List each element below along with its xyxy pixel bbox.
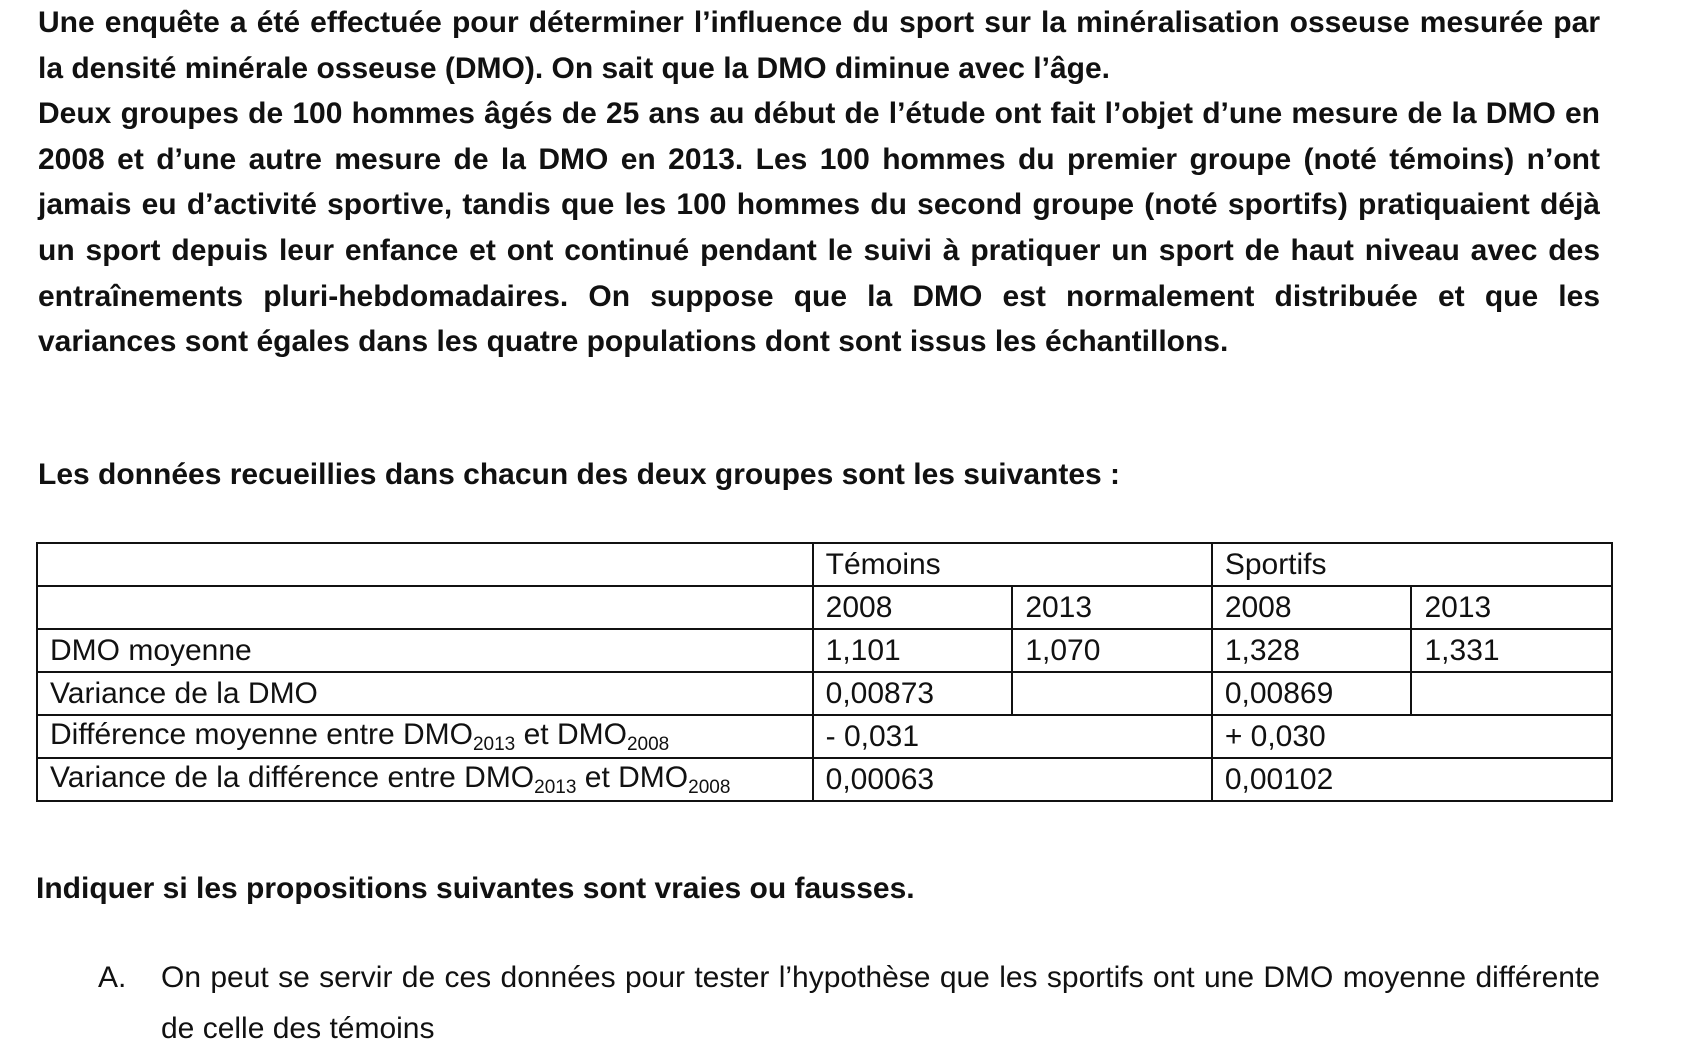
table-row-difference	[37, 715, 1612, 758]
cell-temoins-2013-empty	[1012, 672, 1212, 715]
intro-paragraph-1: Une enquête a été effectuée pour déterminer l’influence du sport sur la minéralisation osseuse mesurée par la densité minérale osseuse (DMO). On sait que la DMO diminue avec l’âge.	[38, 6, 1600, 85]
subscript-2013: 2013	[534, 776, 577, 798]
table-row-variance-difference	[37, 758, 1612, 801]
row-label-prefix: Variance de la différence entre DMO	[50, 760, 535, 794]
table-lead-text: Les données recueillies dans chacun des deux groupes sont les suivantes :	[38, 458, 1121, 491]
table-row-variance	[37, 672, 1612, 715]
cell-sportifs-2008: 0,00869	[1212, 672, 1412, 715]
cell-sportifs-2008: 1,328	[1212, 629, 1412, 672]
cell-temoins-2008: 1,101	[813, 629, 1013, 672]
cell-sportifs-difference: + 0,030	[1212, 715, 1612, 758]
row-label-middle: et DMO	[515, 717, 627, 751]
header-temoins-2013: 2013	[1012, 586, 1212, 629]
cell-temoins-variance-difference: 0,00063	[813, 758, 1212, 801]
subscript-2013: 2013	[472, 733, 516, 755]
cell-temoins-2008: 0,00873	[813, 672, 1013, 715]
row-label	[37, 715, 813, 758]
instruction-text: Indiquer si les propositions suivantes sont vraies ou fausses.	[36, 872, 915, 905]
table-corner-cell	[37, 543, 813, 586]
row-label-prefix: Différence moyenne entre DMO	[50, 717, 473, 751]
subscript-2008: 2008	[688, 776, 731, 798]
table-header-row-years	[37, 586, 1612, 629]
row-label: DMO moyenne	[37, 629, 813, 672]
table-row-dmo-moyenne	[37, 629, 1612, 672]
proposition-text: On peut se servir de ces données pour tester l’hypothèse que les sportifs ont une DMO moyenne différente de celle des témoins	[161, 961, 1600, 1045]
header-temoins: Témoins	[813, 543, 1212, 586]
intro-paragraph-2: Deux groupes de 100 hommes âgés de 25 ans au début de l’étude ont fait l’objet d’une mesure de la DMO en 2008 et d’une autre mesure de la DMO en 2013. Les 100 hommes du premier groupe (noté témoins) n’ont jamais eu d’activité sportive, tandis que les 100 hommes du second groupe (noté sportifs) pratiquaient déjà un sport depuis leur enfance et ont continué pendant le suivi à pratiquer un sport de haut niveau avec des entraînements pluri-hebdomadaires. On suppose que la DMO est normalement distribuée et que les variances sont égales dans les quatre populations dont sont issus les échantillons.	[38, 97, 1600, 359]
dmo-data-table	[36, 542, 1613, 802]
header-sportifs-2008: 2008	[1212, 586, 1412, 629]
header-sportifs: Sportifs	[1212, 543, 1612, 586]
header-temoins-2008: 2008	[813, 586, 1013, 629]
row-label	[37, 758, 813, 801]
cell-temoins-2013: 1,070	[1012, 629, 1212, 672]
table-corner-cell-2	[37, 586, 813, 629]
intro-text	[38, 0, 1600, 365]
proposition-letter: A.	[98, 961, 127, 994]
row-label-middle: et DMO	[576, 760, 689, 794]
cell-sportifs-variance-difference: 0,00102	[1212, 758, 1612, 801]
row-label: Variance de la DMO	[37, 672, 813, 715]
cell-temoins-difference: - 0,031	[813, 715, 1212, 758]
cell-sportifs-2013: 1,331	[1411, 629, 1612, 672]
header-sportifs-2013: 2013	[1411, 586, 1612, 629]
subscript-2008: 2008	[626, 733, 670, 755]
cell-sportifs-2013-empty	[1411, 672, 1612, 715]
table-header-row-groups	[37, 543, 1612, 586]
